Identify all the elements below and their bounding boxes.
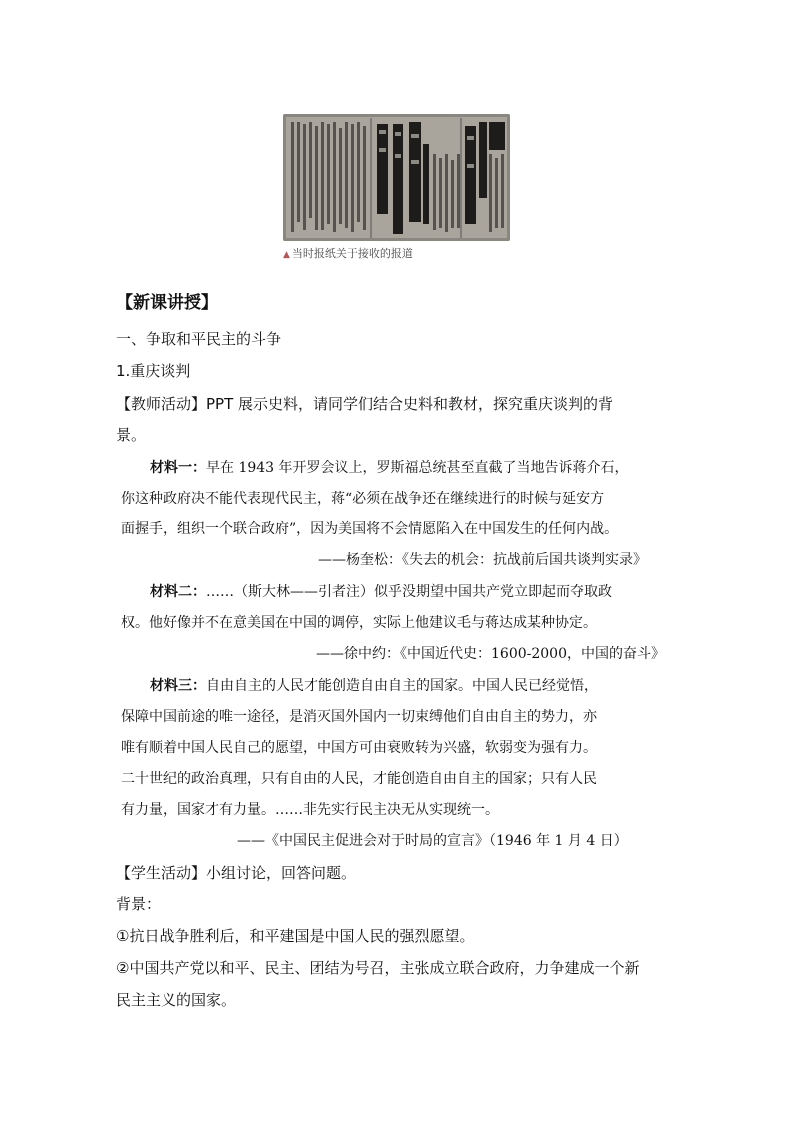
material1-line2: 你这种政府决不能代表现代民主，蒋“必须在战争还在继续进行的时候与延安方 bbox=[121, 491, 605, 507]
material3-source: ——《中国民主促进会对于时局的宣言》（1946 年 1 月 4 日） bbox=[237, 833, 628, 849]
student-activity bbox=[116, 863, 356, 883]
material3-line5: 有力量，国家才有力量。……非先实行民主决无从实现统一。 bbox=[121, 802, 499, 818]
material1-line1: 材料一：早在 1943 年开罗会议上，罗斯福总统甚至直截了当地告诉蒋介石， bbox=[150, 460, 629, 476]
material1-line3: 面握手，组织一个联合政府”，因为美国将不会情愿陷入在中国发生的任何内战。 bbox=[121, 521, 619, 537]
background-point-1: ①抗日战争胜利后，和平建国是中国人民的强烈愿望。 bbox=[116, 927, 475, 945]
material2-line1: 材料二：……（斯大林——引者注）似乎没期望中国共产党立即起而夺取政 bbox=[150, 584, 612, 600]
teacher-activity-tag: 【教师活动】 bbox=[116, 395, 207, 413]
material3-label: 材料三： bbox=[150, 678, 206, 694]
teacher-activity-line1 bbox=[116, 394, 613, 414]
teacher-activity-line2: 景。 bbox=[116, 426, 147, 444]
material3-line4: 二十世纪的政治真理，只有自由的人民，才能创造自由自主的国家；只有人民 bbox=[121, 771, 597, 787]
triangle-icon: ▲ bbox=[283, 250, 290, 260]
background-label: 背景： bbox=[116, 895, 162, 913]
student-activity-text: 小组讨论，回答问题。 bbox=[206, 864, 357, 882]
material1-label: 材料一： bbox=[150, 460, 206, 476]
material3-line3: 唯有顺着中国人民自己的愿望，中国方可由衰败转为兴盛，软弱变为强有力。 bbox=[121, 740, 597, 756]
material2-line2: 权。他好像并不在意美国在中国的调停，实际上他建议毛与蒋达成某种协定。 bbox=[121, 615, 597, 631]
figure-caption-text: 当时报纸关于接收的报道 bbox=[291, 247, 413, 260]
section-title: 【新课讲授】 bbox=[116, 293, 218, 313]
student-activity-tag: 【学生活动】 bbox=[116, 864, 207, 882]
background-point-2-line1: ②中国共产党以和平、民主、团结为号召，主张成立联合政府，力争建成一个新 bbox=[116, 959, 640, 977]
background-point-2-line2: 民主主义的国家。 bbox=[116, 991, 237, 1009]
newspaper-photo bbox=[283, 114, 510, 241]
teacher-activity-text: PPT 展示史料，请同学们结合史料和教材，探究重庆谈判的背 bbox=[206, 395, 614, 413]
figure-caption bbox=[283, 245, 413, 261]
material1-source: ——杨奎松：《失去的机会：抗战前后国共谈判实录》 bbox=[318, 552, 647, 568]
material2-label: 材料二： bbox=[150, 584, 206, 600]
material3-line1: 材料三：自由自主的人民才能创造自由自主的国家。中国人民已经觉悟， bbox=[150, 678, 598, 694]
material3-line2: 保障中国前途的唯一途径，是消灭国外国内一切束缚他们自由自主的势力，亦 bbox=[121, 709, 597, 725]
material2-source: ——徐中约：《中国近代史：1600-2000，中国的奋斗》 bbox=[316, 646, 665, 662]
heading-1: 一、争取和平民主的斗争 bbox=[116, 330, 282, 348]
heading-2: 1.重庆谈判 bbox=[116, 362, 191, 380]
